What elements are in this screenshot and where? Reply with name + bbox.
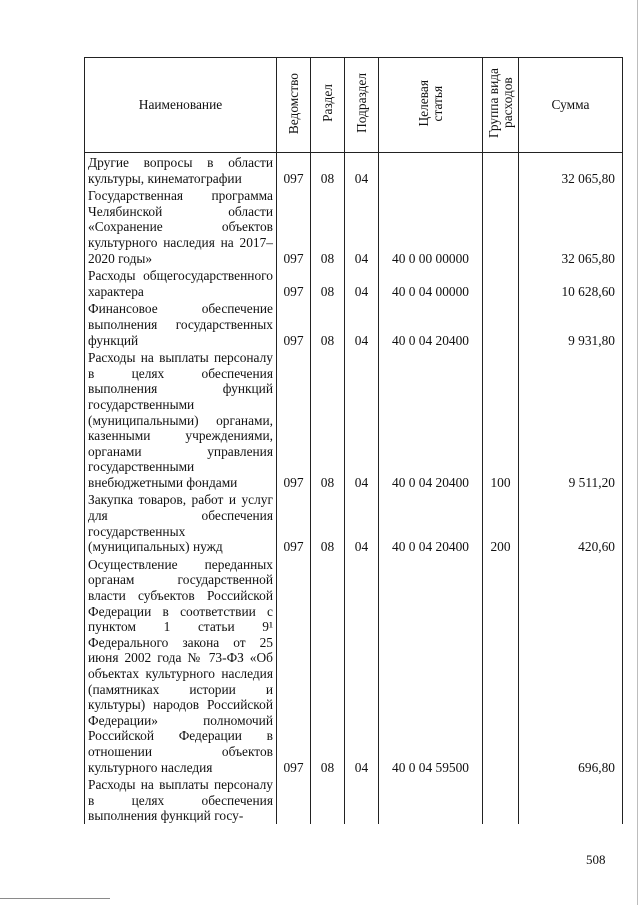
row-name: Расходы на выплаты персоналу в целях обеспечения выполнения функций госу- [85, 775, 277, 824]
row-subsection: 04 [345, 186, 379, 266]
table-row [85, 775, 623, 824]
row-target-article [379, 153, 483, 187]
row-department: 097 [277, 186, 311, 266]
row-amount: 10 628,60 [519, 266, 623, 299]
table-row [85, 299, 623, 348]
row-name: Закупка товаров, работ и услуг для обеспечения государственных (муниципальных) нужд [85, 490, 277, 554]
row-name: Расходы на выплаты персоналу в целях обеспечения выполнения функций государственными (муниципальными) органами, казенными учреждениями, органами управления государственными внебюджетными фондами [85, 348, 277, 490]
header-subsection-label: Подраздел [353, 73, 369, 134]
table-row [85, 266, 623, 299]
header-amount-label: Сумма [551, 97, 590, 113]
header-expense-group-label [487, 68, 515, 138]
page-number: 508 [586, 852, 606, 867]
row-expense-group [483, 153, 519, 187]
row-department: 097 [277, 299, 311, 348]
budget-table [84, 57, 623, 824]
row-department [277, 775, 311, 824]
header-expense-group-line1: Группа вида [485, 68, 501, 139]
table-row [85, 348, 623, 490]
row-subsection: 04 [345, 490, 379, 554]
row-name: Осуществление переданных органам государственной власти субъектов Российской Федерации в соответствии с пунктом 1 статьи 9¹ Федерального закона от 25 июня 2002 года № 73-ФЗ «Об объектах культурного наследия (памятниках истории и культуры) народов Российской Федерации» полномочий Российской Федерации в отношении объектов культурного наследия [85, 555, 277, 775]
row-expense-group [483, 555, 519, 775]
row-target-article: 40 0 04 20400 [379, 490, 483, 554]
row-subsection [345, 775, 379, 824]
header-department [277, 58, 311, 153]
row-section: 08 [311, 348, 345, 490]
header-section [311, 58, 345, 153]
table-row [85, 186, 623, 266]
row-target-article: 40 0 04 20400 [379, 299, 483, 348]
row-expense-group [483, 186, 519, 266]
row-target-article: 40 0 04 00000 [379, 266, 483, 299]
row-subsection: 04 [345, 348, 379, 490]
row-name: Государственная программа Челябинской области «Сохранение объектов культурного наследия на 2017–2020 годы» [85, 186, 277, 266]
row-section [311, 775, 345, 824]
row-target-article: 40 0 04 59500 [379, 555, 483, 775]
header-subsection [345, 58, 379, 153]
row-section: 08 [311, 490, 345, 554]
header-department-label: Ведомство [285, 72, 301, 134]
page-edge [637, 0, 638, 905]
row-target-article: 40 0 04 20400 [379, 348, 483, 490]
header-row [85, 58, 623, 153]
header-target-article [379, 58, 483, 153]
row-name: Финансовое обеспечение выполнения государственных функций [85, 299, 277, 348]
row-expense-group: 200 [483, 490, 519, 554]
row-target-article: 40 0 00 00000 [379, 186, 483, 266]
header-amount [519, 58, 623, 153]
row-expense-group [483, 775, 519, 824]
row-amount: 9 931,80 [519, 299, 623, 348]
row-target-article [379, 775, 483, 824]
row-expense-group [483, 299, 519, 348]
table-row [85, 555, 623, 775]
row-subsection: 04 [345, 299, 379, 348]
row-amount: 9 511,20 [519, 348, 623, 490]
header-target-article-line2: статья [429, 85, 445, 122]
row-amount: 32 065,80 [519, 186, 623, 266]
row-name: Расходы общегосударственного характера [85, 266, 277, 299]
row-name: Другие вопросы в области культуры, кинематографии [85, 153, 277, 187]
row-department: 097 [277, 555, 311, 775]
table-body [85, 153, 623, 824]
header-expense-group-line2: расходов [499, 77, 515, 129]
table-row [85, 153, 623, 187]
header-section-label: Раздел [319, 84, 335, 123]
row-department: 097 [277, 490, 311, 554]
row-section: 08 [311, 555, 345, 775]
row-amount: 696,80 [519, 555, 623, 775]
header-target-article-line1: Целевая [415, 79, 431, 127]
row-department: 097 [277, 153, 311, 187]
row-subsection: 04 [345, 153, 379, 187]
row-amount [519, 775, 623, 824]
header-name-label: Наименование [138, 97, 223, 113]
row-section: 08 [311, 266, 345, 299]
table-row [85, 490, 623, 554]
row-department: 097 [277, 266, 311, 299]
row-amount: 32 065,80 [519, 153, 623, 187]
header-name [85, 58, 277, 153]
row-section: 08 [311, 186, 345, 266]
table-header [85, 58, 623, 153]
row-department: 097 [277, 348, 311, 490]
row-expense-group [483, 266, 519, 299]
row-section: 08 [311, 299, 345, 348]
header-expense-group [483, 58, 519, 153]
page-edge-bottom [0, 898, 110, 899]
header-target-article-label [417, 80, 445, 127]
row-subsection: 04 [345, 266, 379, 299]
row-section: 08 [311, 153, 345, 187]
row-expense-group: 100 [483, 348, 519, 490]
row-amount: 420,60 [519, 490, 623, 554]
row-subsection: 04 [345, 555, 379, 775]
